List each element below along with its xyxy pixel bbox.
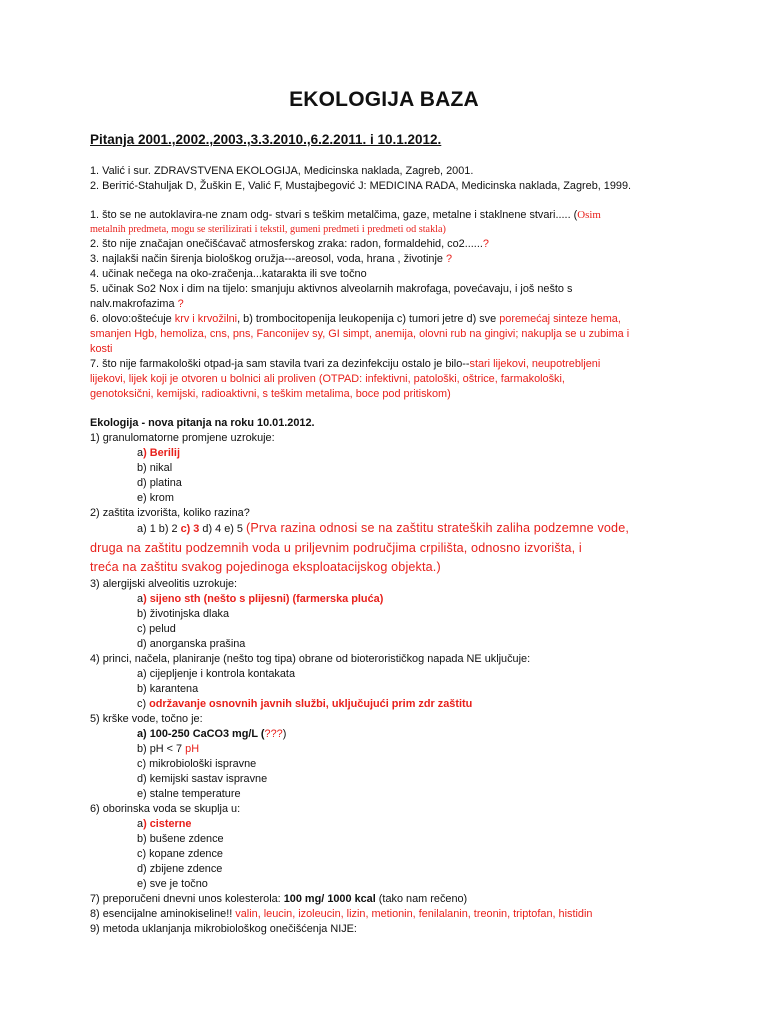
question-1-line-1: 1. što se ne autoklavira-ne znam odg- stvari s teškim metalčima, gaze, metalne i staklnene stvari..... (Osim: [90, 209, 601, 221]
n8-question: 8) esencijalne aminokiseline!! valin, leucin, izoleucin, lizin, metionin, fenilalanin, treonin, triptofan, histidin: [90, 908, 593, 920]
question-6-line-2: smanjen Hgb, hemoliza, cns, pns, Fanconijev sy, GI simpt, anemija, olovni rub na gingivi; nakuplja se u zubima i: [90, 328, 630, 340]
n2-answer-line-2: druga na zaštitu podzemnih voda u priljevnim područjima crpilišta, odnosno izvorišta, i: [90, 541, 582, 555]
reference-1: 1. Valić i sur. ZDRAVSTVENA EKOLOGIJA, Medicinska naklada, Zagreb, 2001.: [90, 165, 474, 177]
n3-question: 3) alergijski alveolitis uzrokuje:: [90, 578, 238, 590]
question-5-line-1: 5. učinak So2 Nox i dim na tijelo: smanjuju aktivnos alveolarnih makrofaga, povećavaju, i još nešto s: [90, 283, 573, 295]
n1-question: 1) granulomatorne promjene uzrokuje:: [90, 432, 275, 444]
n3-answer-a: a) sijeno sth (nešto s plijesni) (farmerska pluća): [137, 593, 384, 605]
n3-answer-b: b) životinjska dlaka: [137, 608, 230, 620]
question-2: 2. što nije značajan onečišćavač atmosferskog zraka: radon, formaldehid, co2......?: [90, 238, 489, 250]
n4-question: 4) princi, načela, planiranje (nešto tog tipa) obrane od bioterorističkog napada NE uključuje:: [90, 653, 531, 665]
n4-answer-b: b) karantena: [137, 683, 199, 695]
n9-question: 9) metoda uklanjanja mikrobiološkog onečišćenja NIJE:: [90, 923, 357, 935]
n2-question: 2) zaštita izvorišta, koliko razina?: [90, 507, 250, 519]
question-1-line-2: metalnih predmeta, mogu se sterilizirati i tekstil, gumeni predmeti i predmeti od stakla): [90, 224, 446, 235]
n5-answer-c: c) mikrobiološki ispravne: [137, 758, 257, 770]
n5-answer-d: d) kemijski sastav ispravne: [137, 773, 268, 785]
n5-answer-e: e) stalne temperature: [137, 788, 241, 800]
question-4: 4. učinak nečega na oko-zračenja...katarakta ili sve točno: [90, 268, 367, 280]
n5-answer-a: a) 100-250 CaCO3 mg/L (???): [137, 728, 287, 740]
question-6-line-1: 6. olovo:oštećuje krv i krvožilni, b) trombocitopenija leukopenija c) tumori jetre d) sve poremećaj sinteze hema,: [90, 313, 621, 325]
reference-2: 2. Berітić-Stahuljak D, Žuškin E, Valić F, Mustajbegović J: MEDICINA RADA, Medicinska naklada, Zagreb, 1999.: [90, 180, 632, 192]
n2-answer-line-3: treća na zaštitu svakog pojedinoga eksploatacijskog objekta.): [90, 560, 441, 574]
question-6-line-3: kosti: [90, 343, 113, 355]
n2-answer-line-1: a) 1 b) 2 c) 3 d) 4 e) 5 (Prva razina odnosi se na zaštitu strateških zaliha podzemne vode,: [137, 521, 630, 535]
n3-answer-d: d) anorganska prašina: [137, 638, 246, 650]
question-7-line-1: 7. što nije farmakološki otpad-ja sam stavila tvari za dezinfekciju ostalo je bilo--stari lijekovi, neupotrebljeni: [90, 358, 601, 370]
n1-answer-e: e) krom: [137, 492, 174, 504]
question-5-line-2: nalv.makrofazima ?: [90, 298, 184, 310]
n6-answer-d: d) zbijene zdence: [137, 863, 223, 875]
n7-question: 7) preporučeni dnevni unos kolesterola: 100 mg/ 1000 kcal (tako nam rečeno): [90, 893, 468, 905]
n1-answer-a: a) Berilij: [137, 447, 180, 459]
question-7-line-3: genotoksični, kemijski, radioaktivni, s teškim metalima, boce pod pritiskom): [90, 388, 451, 400]
document-subtitle: Pitanja 2001.,2002.,2003.,3.3.2010.,6.2.2011. i 10.1.2012.: [90, 132, 442, 147]
n1-answer-d: d) platina: [137, 477, 182, 489]
n3-answer-c: c) pelud: [137, 623, 176, 635]
question-3: 3. najlakši način širenja biološkog oružja---areosol, voda, hrana , životinje ?: [90, 253, 453, 265]
n5-answer-b: b) pH < 7 pH: [137, 743, 200, 755]
n5-question: 5) krške vode, točno je:: [90, 713, 203, 725]
n4-answer-a: a) cijepljenje i kontrola kontakata: [137, 668, 296, 680]
n4-answer-c: c) održavanje osnovnih javnih službi, uključujući prim zdr zaštitu: [137, 698, 473, 710]
question-7-line-2: lijekovi, lijek koji je otvoren u bolnici ali proliven (OTPAD: infektivni, patološki, oštrice, farmakološki,: [90, 373, 565, 385]
n1-answer-b: b) nikal: [137, 462, 173, 474]
n6-answer-e: e) sve je točno: [137, 878, 208, 890]
document-title: EKOLOGIJA BAZA: [289, 88, 479, 111]
new-section-title: Ekologija - nova pitanja na roku 10.01.2012.: [90, 417, 315, 429]
n6-answer-b: b) bušene zdence: [137, 833, 224, 845]
n6-question: 6) oborinska voda se skuplja u:: [90, 803, 241, 815]
n6-answer-a: a) cisterne: [137, 818, 192, 830]
n6-answer-c: c) kopane zdence: [137, 848, 223, 860]
